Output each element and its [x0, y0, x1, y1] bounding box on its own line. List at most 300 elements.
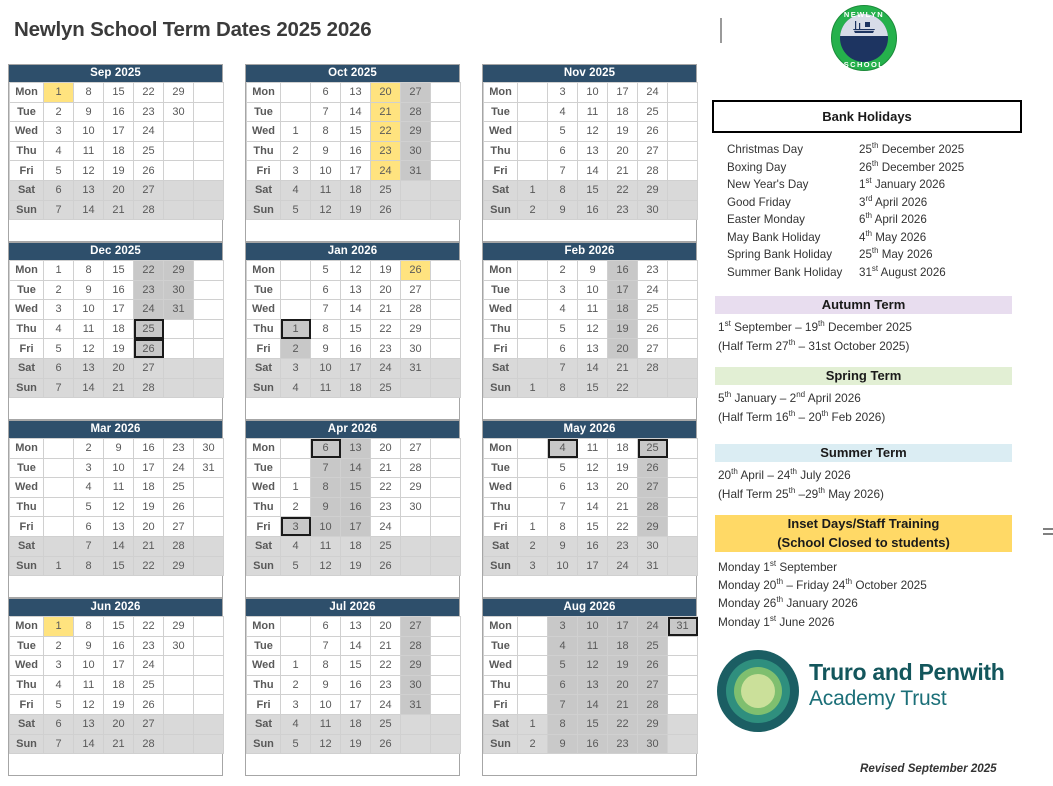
- calendar-day-cell: 29: [164, 83, 194, 103]
- calendar-day-cell: 5: [281, 200, 311, 220]
- month-table: [9, 616, 224, 754]
- day-label: Mon: [484, 617, 518, 637]
- calendar-day-cell: 5: [548, 319, 578, 339]
- week-row: [10, 734, 224, 754]
- day-label: Mon: [484, 261, 518, 281]
- calendar-day-cell: 28: [134, 378, 164, 398]
- calendar-day-cell: 21: [104, 734, 134, 754]
- week-row: [247, 358, 461, 378]
- calendar-day-cell: 22: [134, 556, 164, 576]
- calendar-day-cell: 6: [44, 358, 74, 378]
- calendar-day-cell: 13: [578, 675, 608, 695]
- day-label: Mon: [10, 83, 44, 103]
- bank-holidays-list: [712, 141, 1032, 281]
- calendar-day-cell: 14: [578, 358, 608, 378]
- calendar-day-cell: 17: [578, 556, 608, 576]
- calendar-day-cell: 18: [608, 636, 638, 656]
- month-table: [246, 438, 461, 576]
- week-row: [484, 695, 698, 715]
- calendar-day-cell: 22: [134, 83, 164, 103]
- week-row: [10, 536, 224, 556]
- calendar-day-cell: 29: [164, 261, 194, 281]
- week-row: [484, 319, 698, 339]
- month-calendar: [245, 598, 460, 776]
- month-calendar: [482, 598, 697, 776]
- calendar-day-cell: 29: [638, 517, 668, 537]
- calendar-day-cell: 17: [341, 695, 371, 715]
- bank-holiday-row: [712, 229, 1032, 247]
- calendar-day-cell: 11: [311, 714, 341, 734]
- calendar-empty-cell: [638, 378, 668, 398]
- calendar-day-cell: 9: [74, 636, 104, 656]
- calendar-empty-cell: [194, 478, 224, 498]
- calendar-empty-cell: [518, 102, 548, 122]
- calendar-day-cell: 7: [548, 358, 578, 378]
- calendar-grid: [8, 64, 714, 776]
- summer-term-heading: Summer Term: [715, 444, 1012, 462]
- day-label: Thu: [247, 319, 281, 339]
- calendar-day-cell: 20: [134, 517, 164, 537]
- calendar-day-cell: 30: [401, 339, 431, 359]
- calendar-empty-cell: [431, 695, 461, 715]
- inset-day-line: Monday 1st June 2026: [718, 613, 835, 629]
- day-label: Sun: [10, 734, 44, 754]
- calendar-day-cell: 1: [281, 319, 311, 339]
- day-label: Tue: [484, 102, 518, 122]
- calendar-day-cell: 18: [341, 180, 371, 200]
- week-row: [10, 675, 224, 695]
- calendar-day-cell: 25: [164, 478, 194, 498]
- calendar-day-cell: 31: [401, 161, 431, 181]
- week-row: [247, 200, 461, 220]
- calendar-empty-cell: [401, 200, 431, 220]
- calendar-day-cell: 21: [371, 300, 401, 320]
- calendar-day-cell: 9: [104, 439, 134, 459]
- calendar-day-cell: 19: [371, 261, 401, 281]
- calendar-day-cell: 15: [341, 656, 371, 676]
- calendar-empty-cell: [164, 180, 194, 200]
- calendar-day-cell: 29: [164, 556, 194, 576]
- week-row: [484, 102, 698, 122]
- day-label: Tue: [10, 280, 44, 300]
- day-label: Mon: [484, 439, 518, 459]
- calendar-day-cell: 12: [578, 122, 608, 142]
- calendar-day-cell: 13: [578, 339, 608, 359]
- day-label: Tue: [247, 102, 281, 122]
- calendar-day-cell: 15: [104, 83, 134, 103]
- bank-holiday-date: 4th May 2026: [859, 228, 927, 244]
- calendar-day-cell: 21: [371, 636, 401, 656]
- calendar-empty-cell: [518, 617, 548, 637]
- calendar-day-cell: 12: [578, 656, 608, 676]
- month-title: Jan 2026: [246, 243, 459, 260]
- calendar-day-cell: 25: [134, 141, 164, 161]
- calendar-day-cell: 27: [134, 714, 164, 734]
- calendar-day-cell: 18: [341, 714, 371, 734]
- month-table: [9, 438, 224, 576]
- calendar-day-cell: 1: [518, 180, 548, 200]
- day-label: Sun: [247, 200, 281, 220]
- calendar-day-cell: 23: [164, 439, 194, 459]
- calendar-day-cell: 8: [74, 261, 104, 281]
- logo-word-bottom: SCHOOL: [843, 60, 885, 69]
- month-title: Jul 2026: [246, 599, 459, 616]
- day-label: Fri: [484, 517, 518, 537]
- calendar-day-cell: 23: [371, 497, 401, 517]
- term-date-line: 5th January – 2nd April 2026: [718, 390, 861, 405]
- bank-holiday-row: [712, 141, 1032, 159]
- calendar-day-cell: 26: [134, 161, 164, 181]
- calendar-empty-cell: [281, 83, 311, 103]
- calendar-day-cell: 22: [608, 378, 638, 398]
- calendar-day-cell: 27: [638, 141, 668, 161]
- week-row: [247, 714, 461, 734]
- calendar-day-cell: 12: [578, 458, 608, 478]
- calendar-day-cell: 13: [104, 517, 134, 537]
- bank-holiday-name: Christmas Day: [727, 143, 804, 156]
- calendar-day-cell: 6: [311, 617, 341, 637]
- calendar-day-cell: 20: [608, 675, 638, 695]
- calendar-day-cell: 21: [104, 378, 134, 398]
- calendar-empty-cell: [194, 556, 224, 576]
- calendar-day-cell: 7: [311, 636, 341, 656]
- month-calendar: [245, 64, 460, 242]
- calendar-day-cell: 13: [341, 280, 371, 300]
- calendar-day-cell: 8: [311, 656, 341, 676]
- calendar-day-cell: 12: [578, 319, 608, 339]
- week-row: [10, 439, 224, 459]
- calendar-day-cell: 9: [74, 280, 104, 300]
- calendar-empty-cell: [518, 478, 548, 498]
- calendar-day-cell: 3: [44, 656, 74, 676]
- calendar-day-cell: 22: [608, 180, 638, 200]
- calendar-day-cell: 20: [371, 617, 401, 637]
- calendar-day-cell: 26: [164, 497, 194, 517]
- calendar-day-cell: 22: [134, 261, 164, 281]
- calendar-day-cell: 16: [104, 280, 134, 300]
- week-row: [484, 122, 698, 142]
- calendar-day-cell: 23: [371, 141, 401, 161]
- calendar-empty-cell: [668, 300, 698, 320]
- calendar-day-cell: 10: [311, 358, 341, 378]
- day-label: Thu: [484, 319, 518, 339]
- bank-holiday-name: New Year's Day: [727, 178, 809, 191]
- week-row: [247, 378, 461, 398]
- calendar-day-cell: 19: [608, 458, 638, 478]
- calendar-day-cell: 24: [134, 656, 164, 676]
- week-row: [484, 656, 698, 676]
- calendar-day-cell: 21: [608, 358, 638, 378]
- calendar-day-cell: 3: [281, 517, 311, 537]
- calendar-day-cell: 30: [638, 200, 668, 220]
- calendar-empty-cell: [668, 536, 698, 556]
- calendar-day-cell: 28: [134, 734, 164, 754]
- calendar-day-cell: 27: [401, 280, 431, 300]
- bank-holiday-date: 3rd April 2026: [859, 193, 928, 209]
- calendar-empty-cell: [401, 714, 431, 734]
- calendar-empty-cell: [281, 261, 311, 281]
- calendar-empty-cell: [194, 319, 224, 339]
- calendar-empty-cell: [164, 656, 194, 676]
- trust-circle-inner: [734, 667, 782, 715]
- day-label: Sun: [484, 378, 518, 398]
- week-row: [247, 339, 461, 359]
- calendar-day-cell: 18: [341, 536, 371, 556]
- week-row: [247, 439, 461, 459]
- divider-mark: [720, 18, 722, 43]
- calendar-day-cell: 17: [341, 517, 371, 537]
- calendar-empty-cell: [194, 695, 224, 715]
- calendar-day-cell: 4: [44, 141, 74, 161]
- bank-holiday-date: 31st August 2026: [859, 263, 946, 279]
- day-label: Tue: [247, 636, 281, 656]
- calendar-day-cell: 28: [401, 636, 431, 656]
- week-row: [10, 102, 224, 122]
- calendar-day-cell: 14: [578, 161, 608, 181]
- calendar-empty-cell: [668, 261, 698, 281]
- calendar-empty-cell: [194, 102, 224, 122]
- week-row: [10, 180, 224, 200]
- bank-holidays-heading: Bank Holidays: [822, 109, 912, 124]
- calendar-empty-cell: [518, 280, 548, 300]
- calendar-empty-cell: [164, 695, 194, 715]
- trust-circle-mid: [726, 659, 790, 723]
- calendar-day-cell: 15: [578, 378, 608, 398]
- calendar-day-cell: 24: [371, 695, 401, 715]
- day-label: Sun: [484, 556, 518, 576]
- day-label: Sat: [247, 358, 281, 378]
- calendar-day-cell: 2: [281, 339, 311, 359]
- calendar-empty-cell: [164, 339, 194, 359]
- calendar-day-cell: 21: [608, 695, 638, 715]
- calendar-day-cell: 19: [104, 339, 134, 359]
- calendar-empty-cell: [668, 180, 698, 200]
- calendar-day-cell: 2: [74, 439, 104, 459]
- calendar-day-cell: 1: [518, 517, 548, 537]
- day-label: Fri: [247, 161, 281, 181]
- calendar-empty-cell: [401, 517, 431, 537]
- calendar-day-cell: 30: [401, 675, 431, 695]
- calendar-empty-cell: [194, 261, 224, 281]
- calendar-day-cell: 28: [134, 200, 164, 220]
- calendar-day-cell: 26: [401, 261, 431, 281]
- calendar-day-cell: 6: [548, 478, 578, 498]
- day-label: Sat: [484, 358, 518, 378]
- calendar-day-cell: 28: [164, 536, 194, 556]
- calendar-day-cell: 24: [608, 556, 638, 576]
- day-label: Thu: [10, 675, 44, 695]
- trust-name-line2: Academy Trust: [809, 687, 947, 710]
- month-calendar: [8, 598, 223, 776]
- week-row: [247, 636, 461, 656]
- calendar-day-cell: 8: [548, 714, 578, 734]
- calendar-empty-cell: [164, 675, 194, 695]
- page-title: Newlyn School Term Dates 2025 2026: [14, 18, 372, 41]
- calendar-empty-cell: [164, 734, 194, 754]
- calendar-empty-cell: [164, 358, 194, 378]
- calendar-day-cell: 29: [164, 617, 194, 637]
- calendar-day-cell: 7: [311, 458, 341, 478]
- calendar-empty-cell: [431, 734, 461, 754]
- inset-heading-line2: (School Closed to students): [777, 534, 950, 550]
- calendar-day-cell: 23: [371, 675, 401, 695]
- day-label: Tue: [10, 102, 44, 122]
- calendar-day-cell: 4: [281, 180, 311, 200]
- calendar-day-cell: 13: [74, 358, 104, 378]
- calendar-day-cell: 13: [578, 478, 608, 498]
- day-label: Wed: [484, 122, 518, 142]
- calendar-day-cell: 8: [548, 378, 578, 398]
- calendar-day-cell: 4: [548, 102, 578, 122]
- bank-holiday-row: [712, 176, 1032, 194]
- week-row: [484, 261, 698, 281]
- calendar-day-cell: 10: [578, 83, 608, 103]
- calendar-empty-cell: [401, 556, 431, 576]
- calendar-day-cell: 21: [608, 497, 638, 517]
- calendar-day-cell: 16: [341, 141, 371, 161]
- calendar-day-cell: 24: [164, 458, 194, 478]
- day-label: Thu: [247, 675, 281, 695]
- calendar-day-cell: 9: [311, 141, 341, 161]
- week-row: [10, 556, 224, 576]
- calendar-day-cell: 19: [608, 122, 638, 142]
- calendar-empty-cell: [194, 656, 224, 676]
- calendar-day-cell: 4: [44, 675, 74, 695]
- bank-holiday-name: Easter Monday: [727, 213, 805, 226]
- calendar-day-cell: 28: [401, 102, 431, 122]
- day-label: Fri: [10, 517, 44, 537]
- calendar-day-cell: 13: [341, 617, 371, 637]
- calendar-day-cell: 23: [608, 200, 638, 220]
- week-row: [247, 617, 461, 637]
- calendar-day-cell: 8: [74, 556, 104, 576]
- day-label: Thu: [247, 497, 281, 517]
- calendar-day-cell: 5: [548, 458, 578, 478]
- calendar-empty-cell: [431, 556, 461, 576]
- calendar-empty-cell: [518, 339, 548, 359]
- calendar-day-cell: 13: [341, 439, 371, 459]
- revised-note: Revised September 2025: [860, 762, 997, 775]
- day-label: Fri: [10, 339, 44, 359]
- month-table: [483, 616, 698, 754]
- calendar-day-cell: 17: [608, 617, 638, 637]
- calendar-day-cell: 24: [134, 122, 164, 142]
- week-row: [484, 339, 698, 359]
- calendar-day-cell: 3: [281, 695, 311, 715]
- calendar-day-cell: 27: [638, 478, 668, 498]
- calendar-empty-cell: [431, 102, 461, 122]
- calendar-day-cell: 14: [341, 102, 371, 122]
- calendar-day-cell: 2: [548, 261, 578, 281]
- bank-holiday-date: 1st January 2026: [859, 176, 946, 191]
- calendar-empty-cell: [431, 617, 461, 637]
- day-label: Mon: [247, 261, 281, 281]
- calendar-empty-cell: [518, 675, 548, 695]
- calendar-day-cell: 16: [104, 102, 134, 122]
- calendar-day-cell: 26: [371, 200, 401, 220]
- calendar-day-cell: 26: [638, 656, 668, 676]
- week-row: [484, 200, 698, 220]
- calendar-empty-cell: [668, 122, 698, 142]
- calendar-day-cell: 28: [401, 458, 431, 478]
- calendar-day-cell: 16: [104, 636, 134, 656]
- calendar-day-cell: 11: [311, 536, 341, 556]
- calendar-empty-cell: [194, 339, 224, 359]
- week-row: [247, 695, 461, 715]
- day-label: Fri: [247, 695, 281, 715]
- calendar-empty-cell: [194, 200, 224, 220]
- calendar-day-cell: 21: [371, 102, 401, 122]
- calendar-day-cell: 9: [311, 675, 341, 695]
- week-row: [10, 458, 224, 478]
- calendar-day-cell: 8: [311, 319, 341, 339]
- month-table: [483, 438, 698, 576]
- week-row: [484, 734, 698, 754]
- calendar-day-cell: 22: [371, 656, 401, 676]
- calendar-day-cell: 14: [578, 497, 608, 517]
- calendar-empty-cell: [518, 695, 548, 715]
- calendar-empty-cell: [194, 675, 224, 695]
- calendar-day-cell: 20: [104, 180, 134, 200]
- week-row: [10, 200, 224, 220]
- week-row: [484, 478, 698, 498]
- day-label: Tue: [484, 636, 518, 656]
- week-row: [247, 122, 461, 142]
- week-row: [10, 300, 224, 320]
- calendar-empty-cell: [668, 656, 698, 676]
- calendar-day-cell: 11: [578, 102, 608, 122]
- calendar-day-cell: 18: [608, 439, 638, 459]
- month-title: Mar 2026: [9, 421, 222, 438]
- calendar-day-cell: 27: [134, 358, 164, 378]
- calendar-day-cell: 10: [311, 517, 341, 537]
- calendar-day-cell: 6: [44, 714, 74, 734]
- calendar-day-cell: 31: [401, 695, 431, 715]
- calendar-day-cell: 7: [548, 695, 578, 715]
- calendar-day-cell: 23: [134, 102, 164, 122]
- day-label: Tue: [484, 458, 518, 478]
- calendar-empty-cell: [164, 141, 194, 161]
- bank-holiday-date: 26th December 2025: [859, 158, 965, 174]
- calendar-empty-cell: [668, 636, 698, 656]
- calendar-day-cell: 19: [104, 695, 134, 715]
- calendar-day-cell: 14: [74, 200, 104, 220]
- day-label: Sun: [247, 556, 281, 576]
- calendar-day-cell: 11: [74, 141, 104, 161]
- calendar-day-cell: 26: [134, 339, 164, 359]
- day-label: Thu: [10, 141, 44, 161]
- trust-logo-text: [809, 659, 1005, 711]
- month-table: [9, 82, 224, 220]
- day-label: Sat: [247, 714, 281, 734]
- day-label: Tue: [10, 636, 44, 656]
- week-row: [10, 478, 224, 498]
- day-label: Sun: [10, 556, 44, 576]
- bank-holiday-date: 25th December 2025: [859, 141, 965, 156]
- day-label: Sat: [10, 536, 44, 556]
- calendar-empty-cell: [431, 497, 461, 517]
- calendar-day-cell: 4: [281, 536, 311, 556]
- calendar-day-cell: 1: [44, 261, 74, 281]
- calendar-empty-cell: [194, 280, 224, 300]
- calendar-day-cell: 10: [548, 556, 578, 576]
- day-label: Wed: [484, 300, 518, 320]
- calendar-day-cell: 16: [578, 200, 608, 220]
- bank-holiday-name: May Bank Holiday: [727, 230, 821, 244]
- calendar-empty-cell: [44, 478, 74, 498]
- calendar-day-cell: 2: [44, 636, 74, 656]
- calendar-day-cell: 4: [44, 319, 74, 339]
